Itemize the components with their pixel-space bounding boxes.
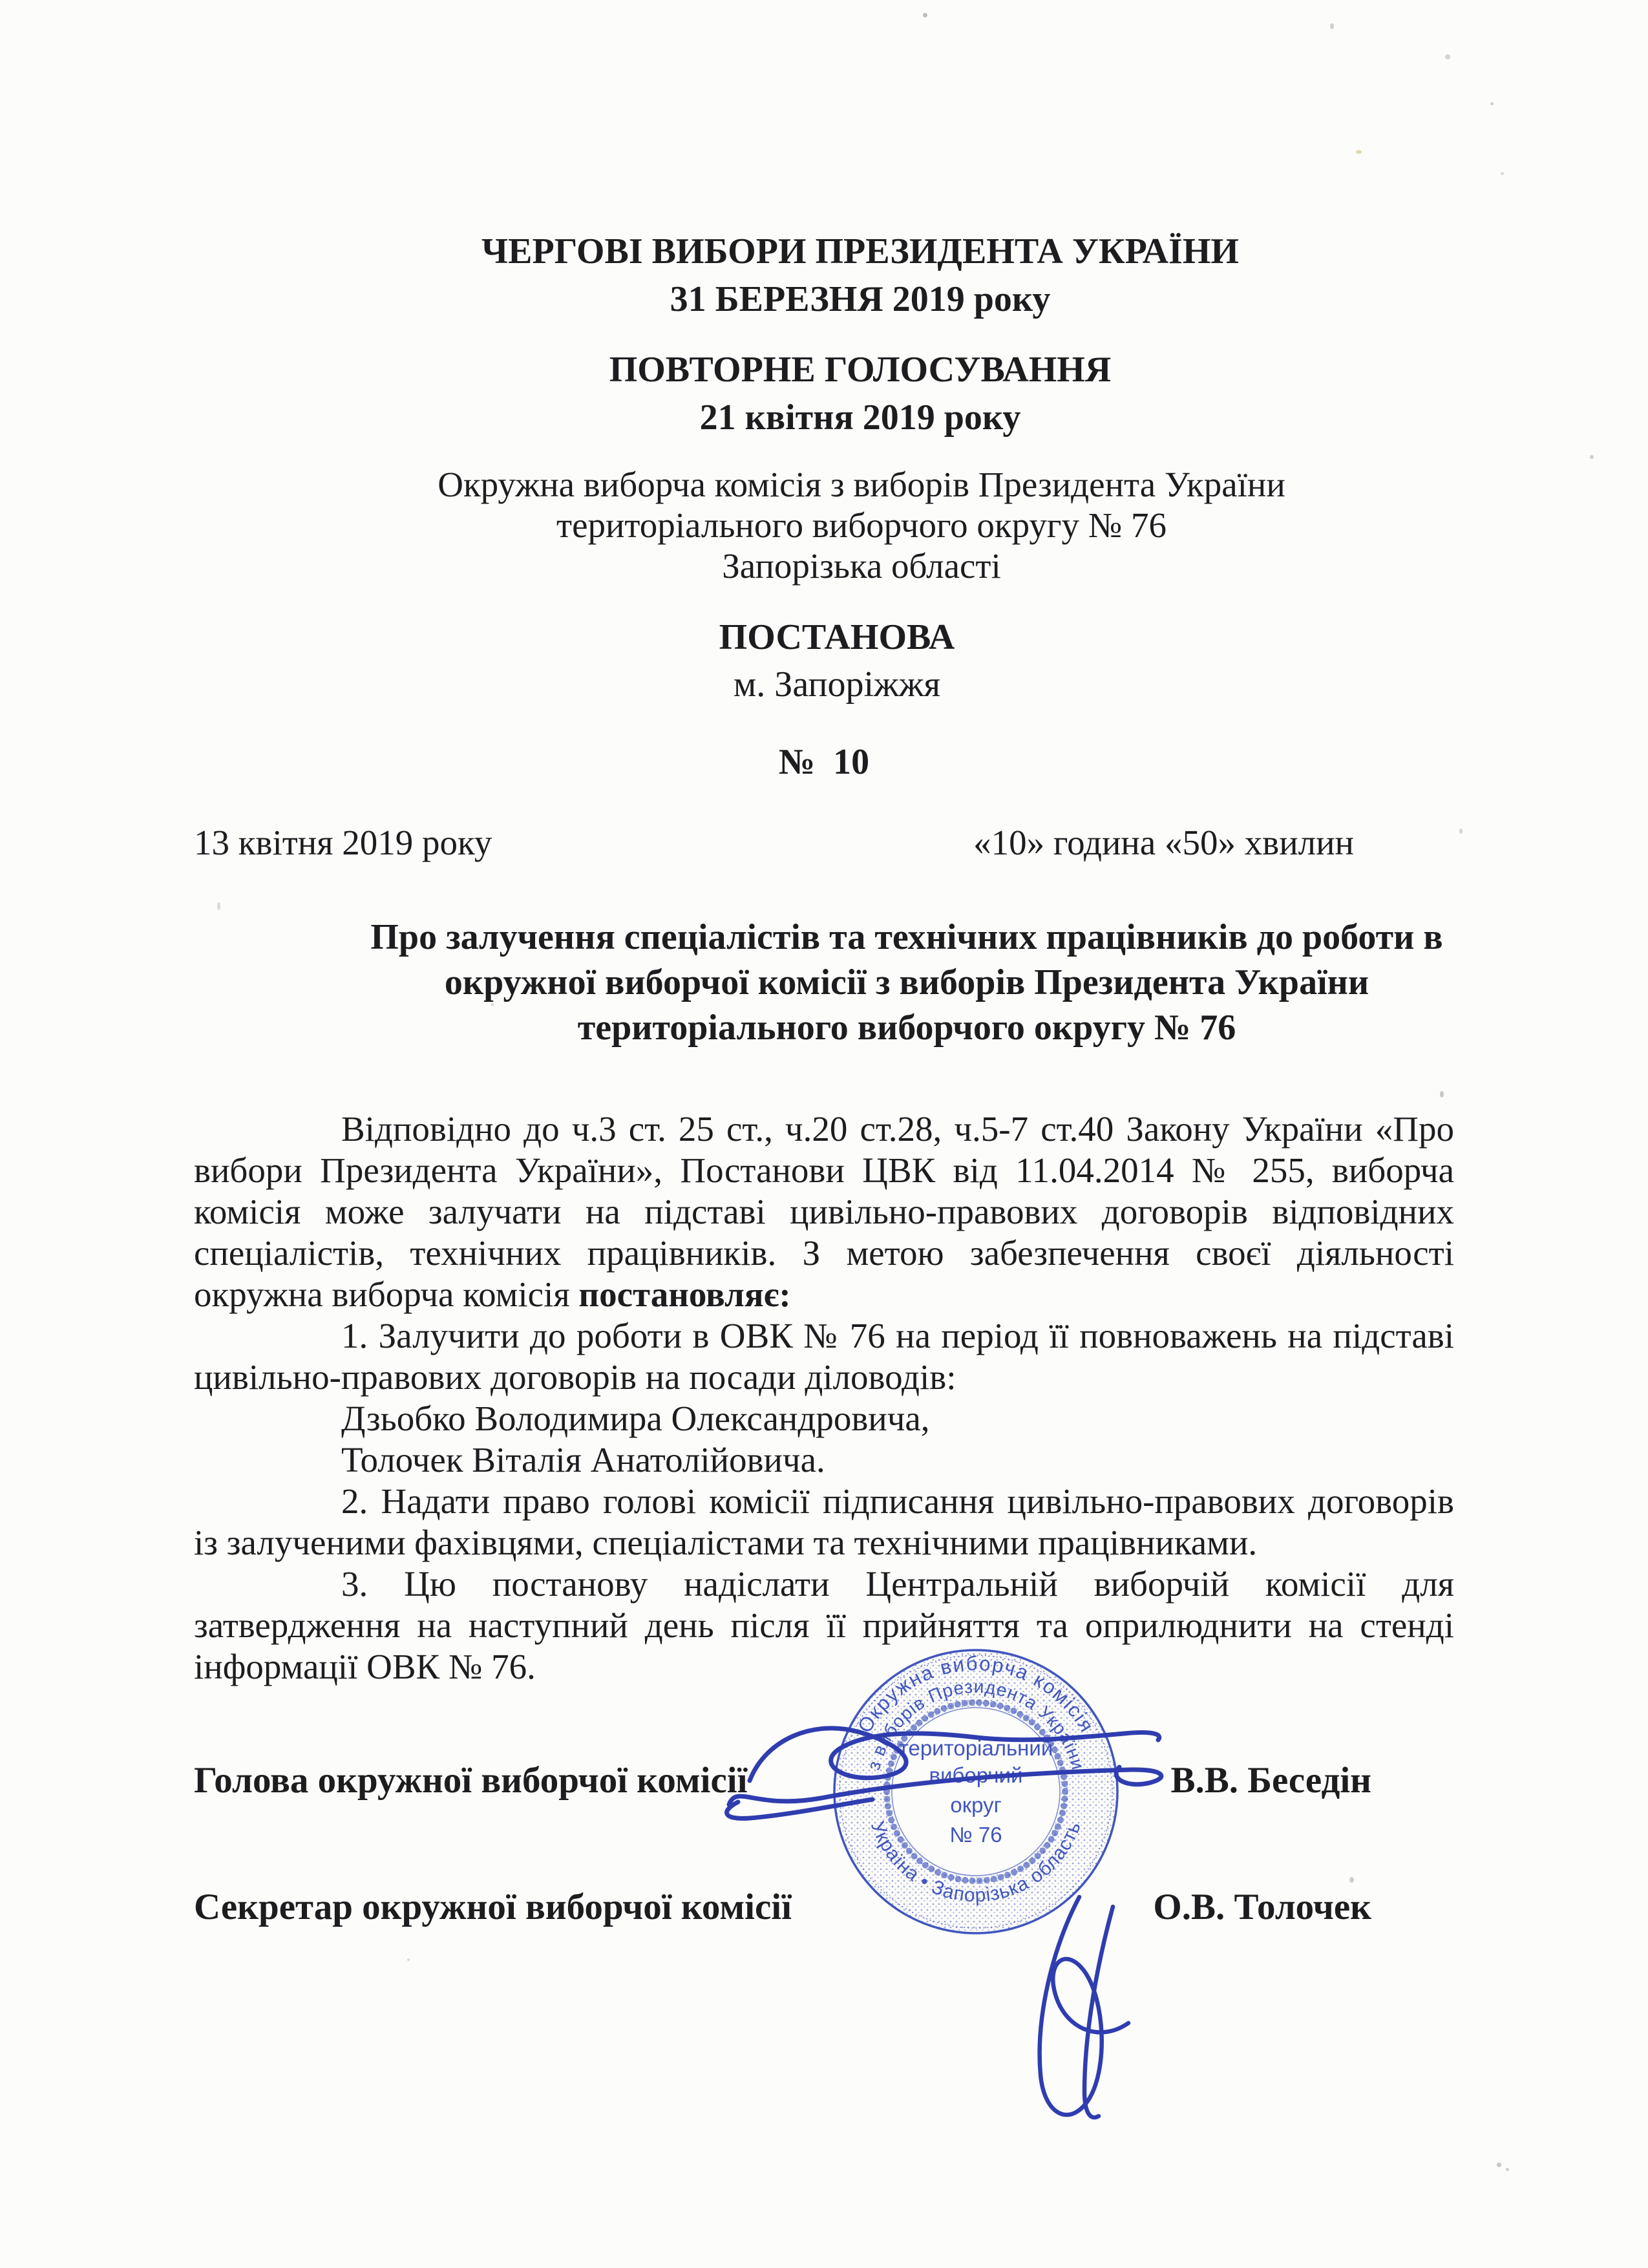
revote-header [230,346,1490,441]
clerk-name-1: Дзьобко Володимира Олександровича, [341,1399,930,1438]
date-time-row [194,822,1454,863]
scan-speck [1497,2163,1501,2167]
revote-header-line2: 21 квітня 2019 року [699,397,1021,438]
commission-name [231,464,1492,586]
revote-header-line1: ПОВТОРНЕ ГОЛОСУВАННЯ [609,350,1112,390]
doc-type: ПОСТАНОВА [719,617,955,657]
doc-city: м. Запоріжжя [733,664,941,705]
scan-speck [1590,455,1594,459]
scan-speck [1506,2168,1509,2171]
stamp-center-line2: виборчий [929,1763,1023,1787]
scan-speck [1440,1091,1444,1097]
item-2: 2. Надати право голові комісії підписання цивільно-правових договорів із залученими фахівцями, спеціалістами та технічними працівниками. [194,1481,1454,1562]
scan-speck [1459,829,1463,834]
resolves-word: постановляє: [578,1275,791,1314]
commission-line3: Запорізька області [722,546,1001,586]
item-1: 1. Залучити до роботи в ОВК № 76 на період її повноважень на підставі цивільно-правових договорів на посади діловодів: [194,1316,1454,1397]
stamp-center-line4: № 76 [949,1823,1002,1847]
scan-speck [1349,1877,1354,1883]
scan-speck [1445,54,1450,59]
secretary-signature [1040,1897,1128,2117]
secretary-signature-row [194,1886,1454,1928]
doc-time: «10» година «50» хвилин [973,823,1354,862]
scan-speck [1330,23,1334,29]
election-header-line2: 31 БЕРЕЗНЯ 2019 року [670,279,1051,319]
chairman-label: Голова окружної виборчої комісії [194,1760,748,1801]
subject-line3: територіального виборчого округу № 76 [577,1008,1236,1048]
subject-title [277,915,1537,1050]
item-3: 3. Цю постанову надіслати Центральній виборчій комісії для затвердження на наступний день після її прийняття та оприлюднити на стенді інформації ОВК № 76. [194,1564,1454,1686]
chairman-signature-row [194,1759,1454,1801]
subject-line2: окружної виборчої комісії з виборів Президента України [444,962,1369,1002]
secretary-name: О.В. Толочек [1153,1887,1371,1927]
clerk-name-2: Толочек Віталія Анатолійовича. [341,1440,825,1479]
secretary-label: Секретар окружної виборчої комісії [194,1887,792,1927]
scan-speck [407,1958,410,1961]
preamble-text: Відповідно до ч.3 ст. 25 ст., ч.20 ст.28, ч.5-7 ст.40 Закону України «Про вибори Президента України», Постанови ЦВК від 11.04.2014 № 255, виборча комісія може залучати на підставі цивільно-правових договорів відповідних спеціалістів, технічних працівників. З метою забезпечення своєї діяльності окружна виборча комісія [194,1109,1454,1314]
doc-date: 13 квітня 2019 року [194,823,492,862]
election-header-line1: ЧЕРГОВІ ВИБОРИ ПРЕЗИДЕНТА УКРАЇНИ [481,231,1239,271]
body-text [194,1108,1454,1688]
scan-speck [923,13,927,17]
scan-speck [1490,102,1494,105]
chairman-name: В.В. Беседін [1170,1760,1371,1801]
stamp-arc-top-inner-text: з виборів Президента України [863,1676,1089,1772]
stamp-center-line1: територіальний [898,1736,1053,1760]
election-header [230,228,1490,323]
commission-line1: Окружна виборча комісія з виборів Президента України [438,465,1285,504]
preamble-paragraph [194,1108,1454,1315]
subject-line1: Про залучення спеціалістів та технічних працівників до роботи в [370,917,1443,957]
stamp-arc-top-text: Окружна виборча комісія [853,1651,1099,1737]
scan-speck [1356,150,1362,154]
commission-line2: територіального виборчого округу № 76 [556,505,1167,545]
scan-speck [1501,172,1504,175]
doc-number: № 10 [778,742,870,782]
stamp-arc-bottom-text: Україна • Запорізька область [866,1818,1086,1907]
stamp-center-line3: округ [950,1793,1002,1817]
scan-speck [491,1003,494,1006]
scan-speck [217,902,220,910]
